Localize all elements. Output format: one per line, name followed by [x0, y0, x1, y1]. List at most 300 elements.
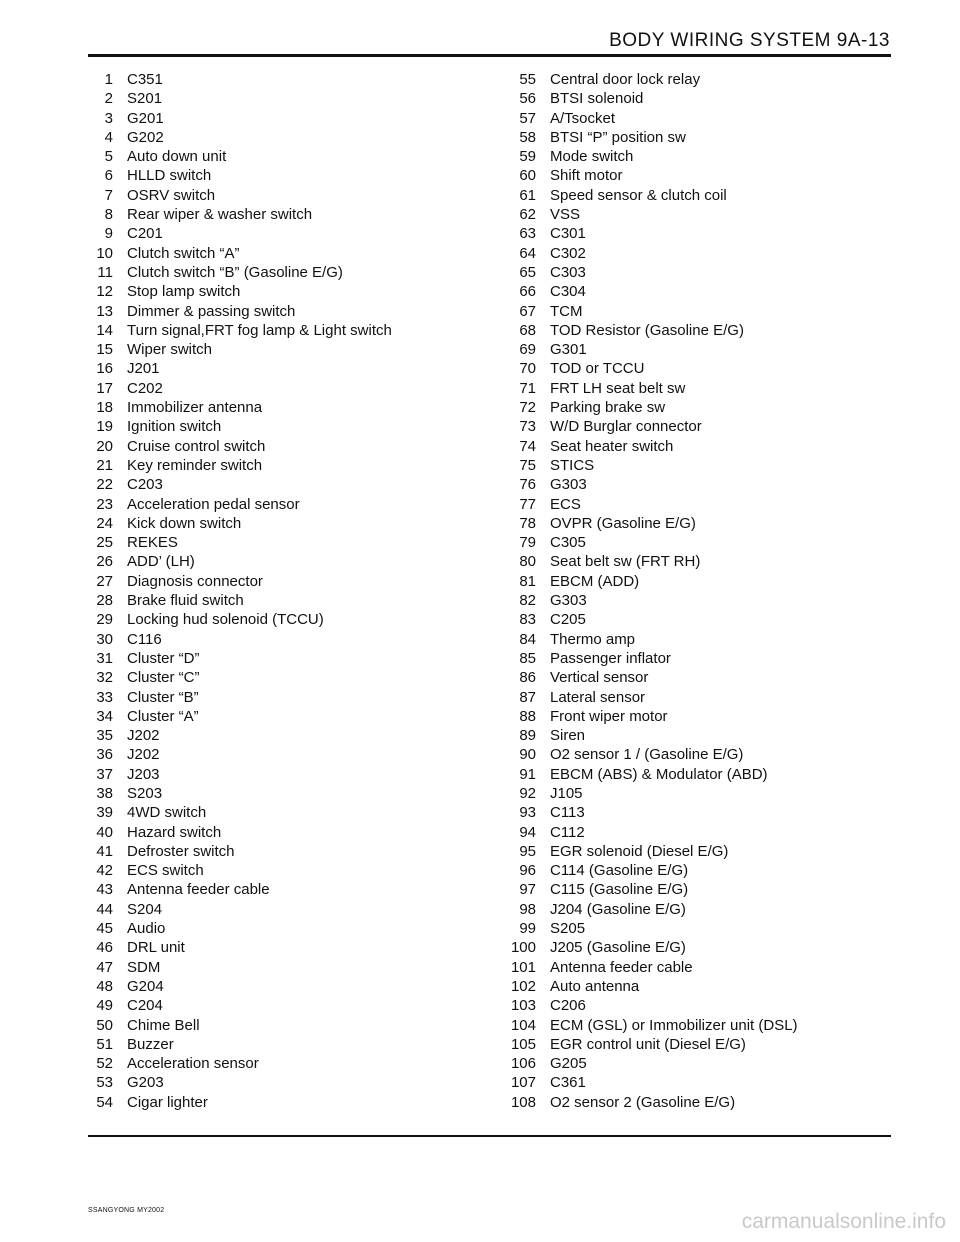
list-item: [493, 630, 798, 649]
item-label: Passenger inflator: [550, 649, 671, 667]
list-item: [493, 282, 798, 301]
list-item: [70, 765, 392, 784]
item-number: 108: [510, 1093, 536, 1111]
item-number: 82: [519, 592, 536, 610]
item-number: 95: [519, 842, 536, 860]
list-item: [493, 89, 798, 108]
item-label: Antenna feeder cable: [127, 881, 270, 899]
list-item: [493, 610, 798, 629]
list-item: [70, 803, 392, 822]
list-item: [70, 688, 392, 707]
item-label: TCM: [550, 302, 583, 320]
item-label: DRL unit: [127, 939, 185, 957]
item-number: 13: [96, 302, 113, 320]
list-item: [70, 1073, 392, 1092]
item-label: J202: [127, 746, 160, 764]
list-item: [493, 784, 798, 803]
item-number: 33: [96, 688, 113, 706]
watermark: carmanualsonline.info: [741, 1210, 946, 1233]
item-label: J202: [127, 727, 160, 745]
item-number: 107: [510, 1074, 536, 1092]
list-item: [493, 938, 798, 957]
list-item: [493, 456, 798, 475]
item-label: Ignition switch: [127, 418, 222, 436]
list-item: [70, 842, 392, 861]
list-item: [493, 359, 798, 378]
item-number: 67: [519, 302, 536, 320]
list-item: [493, 128, 798, 147]
list-item: [70, 514, 392, 533]
item-number: 93: [519, 804, 536, 822]
list-item: [70, 919, 392, 938]
list-item: [70, 224, 392, 243]
list-item: [493, 1054, 798, 1073]
item-label: Cluster “B”: [127, 688, 199, 706]
item-label: Central door lock relay: [550, 71, 701, 88]
list-item: [493, 958, 798, 977]
item-number: 5: [104, 148, 113, 166]
list-item: [493, 861, 798, 880]
item-label: C304: [550, 283, 586, 301]
list-item: [493, 880, 798, 899]
item-number: 16: [96, 360, 113, 378]
item-number: 1: [104, 71, 113, 88]
list-item: [70, 417, 392, 436]
item-number: 53: [96, 1074, 113, 1092]
item-number: 77: [519, 495, 536, 513]
item-number: 87: [519, 688, 536, 706]
item-number: 17: [96, 379, 113, 397]
list-item: [493, 572, 798, 591]
list-item: [70, 861, 392, 880]
item-label: ECM (GSL) or Immobilizer unit (DSL): [550, 1016, 798, 1034]
list-item: [70, 321, 392, 340]
item-label: Clutch switch “B” (Gasoline E/G): [127, 263, 343, 281]
item-label: C303: [550, 263, 586, 281]
item-number: 62: [519, 206, 536, 224]
item-number: 20: [96, 437, 113, 455]
list-item: [493, 745, 798, 764]
item-label: G204: [127, 977, 164, 995]
list-item: [493, 823, 798, 842]
item-number: 66: [519, 283, 536, 301]
item-label: Antenna feeder cable: [550, 958, 693, 976]
list-item: [493, 996, 798, 1015]
item-number: 84: [519, 630, 536, 648]
item-label: C202: [127, 379, 163, 397]
item-label: C302: [550, 244, 586, 262]
item-label: A/Tsocket: [550, 109, 616, 127]
list-item: [70, 900, 392, 919]
item-label: G201: [127, 109, 164, 127]
list-item: [493, 1073, 798, 1092]
component-list-right: [493, 70, 798, 1112]
item-label: Parking brake sw: [550, 399, 666, 417]
item-number: 10: [96, 244, 113, 262]
list-item: [70, 147, 392, 166]
item-label: Seat heater switch: [550, 437, 674, 455]
list-item: [493, 70, 798, 89]
item-label: Dimmer & passing switch: [127, 302, 296, 320]
item-label: G203: [127, 1074, 164, 1092]
item-number: 103: [510, 997, 536, 1015]
item-number: 80: [519, 553, 536, 571]
item-label: TOD Resistor (Gasoline E/G): [550, 321, 744, 339]
item-number: 6: [104, 167, 113, 185]
list-item: [70, 89, 392, 108]
list-item: [70, 109, 392, 128]
item-label: Auto down unit: [127, 148, 227, 166]
list-item: [70, 726, 392, 745]
item-label: S205: [550, 920, 586, 938]
item-number: 68: [519, 321, 536, 339]
item-label: J201: [127, 360, 160, 378]
item-label: Lateral sensor: [550, 688, 646, 706]
list-item: [70, 359, 392, 378]
list-item: [70, 205, 392, 224]
item-label: C113: [550, 804, 585, 822]
item-number: 44: [96, 900, 113, 918]
item-number: 69: [519, 341, 536, 359]
item-label: EBCM (ABS) & Modulator (ABD): [550, 765, 768, 783]
list-item: [70, 552, 392, 571]
list-item: [493, 495, 798, 514]
list-item: [493, 726, 798, 745]
list-item: [493, 1016, 798, 1035]
item-number: 92: [519, 784, 536, 802]
item-number: 48: [96, 977, 113, 995]
list-item: [493, 842, 798, 861]
list-item: [70, 784, 392, 803]
item-label: Clutch switch “A”: [127, 244, 240, 262]
item-label: Acceleration sensor: [127, 1055, 259, 1073]
item-label: C201: [127, 225, 163, 243]
item-label: FRT LH seat belt sw: [550, 379, 686, 397]
list-item: [70, 996, 392, 1015]
item-number: 19: [96, 418, 113, 436]
list-item: [493, 475, 798, 494]
list-item: [70, 649, 392, 668]
item-label: REKES: [127, 534, 178, 552]
item-label: C203: [127, 476, 163, 494]
item-number: 42: [96, 862, 113, 880]
list-item: [493, 591, 798, 610]
item-number: 52: [96, 1055, 113, 1073]
list-item: [493, 552, 798, 571]
item-label: Front wiper motor: [550, 707, 668, 725]
list-item: [70, 437, 392, 456]
list-item: [70, 572, 392, 591]
item-label: W/D Burglar connector: [550, 418, 702, 436]
list-item: [493, 514, 798, 533]
item-label: ADD’ (LH): [127, 553, 195, 571]
item-label: G303: [550, 592, 587, 610]
item-label: Buzzer: [127, 1035, 174, 1053]
item-number: 71: [519, 379, 536, 397]
item-label: Speed sensor & clutch coil: [550, 186, 727, 204]
list-item: [70, 1093, 392, 1112]
item-number: 41: [96, 842, 113, 860]
item-number: 56: [519, 90, 536, 108]
item-number: 28: [96, 592, 113, 610]
item-number: 7: [104, 186, 113, 204]
item-label: SDM: [127, 958, 161, 976]
item-number: 75: [519, 456, 536, 474]
list-item: [70, 302, 392, 321]
list-item: [70, 340, 392, 359]
list-item: [70, 958, 392, 977]
list-item: [493, 244, 798, 263]
item-number: 54: [96, 1093, 113, 1111]
item-label: C305: [550, 534, 586, 552]
item-label: Immobilizer antenna: [127, 399, 263, 417]
list-item: [70, 1054, 392, 1073]
item-number: 102: [510, 977, 536, 995]
item-number: 57: [519, 109, 536, 127]
item-number: 36: [96, 746, 113, 764]
list-item: [493, 340, 798, 359]
item-number: 35: [96, 727, 113, 745]
item-number: 21: [96, 456, 113, 474]
list-item: [493, 224, 798, 243]
item-label: Hazard switch: [127, 823, 222, 841]
item-number: 49: [96, 997, 113, 1015]
item-number: 98: [519, 900, 536, 918]
item-number: 22: [96, 476, 113, 494]
item-number: 60: [519, 167, 536, 185]
list-item: [70, 398, 392, 417]
item-label: Cruise control switch: [127, 437, 266, 455]
item-label: Stop lamp switch: [127, 283, 241, 301]
item-number: 30: [96, 630, 113, 648]
item-label: Key reminder switch: [127, 456, 263, 474]
footer-divider: [88, 1135, 891, 1137]
list-item: [70, 938, 392, 957]
item-label: J105: [550, 784, 583, 802]
item-number: 101: [510, 958, 536, 976]
item-number: 76: [519, 476, 536, 494]
list-item: [70, 475, 392, 494]
item-label: Defroster switch: [127, 842, 235, 860]
item-label: C361: [550, 1074, 586, 1092]
item-label: J205 (Gasoline E/G): [550, 939, 686, 957]
item-number: 26: [96, 553, 113, 571]
item-number: 58: [519, 128, 536, 146]
item-number: 78: [519, 514, 536, 532]
list-item: [493, 321, 798, 340]
list-item: [70, 610, 392, 629]
item-label: HLLD switch: [127, 167, 212, 185]
list-item: [493, 379, 798, 398]
list-item: [493, 900, 798, 919]
list-item: [70, 533, 392, 552]
list-item: [70, 495, 392, 514]
item-label: EGR solenoid (Diesel E/G): [550, 842, 729, 860]
list-item: [70, 456, 392, 475]
item-label: C204: [127, 997, 163, 1015]
item-label: G303: [550, 476, 587, 494]
item-number: 100: [510, 939, 536, 957]
item-number: 2: [104, 90, 113, 108]
list-item: [70, 186, 392, 205]
item-number: 105: [510, 1035, 536, 1053]
list-item: [70, 745, 392, 764]
item-label: S201: [127, 90, 163, 108]
item-label: Siren: [550, 727, 586, 745]
item-number: 94: [519, 823, 536, 841]
item-label: VSS: [550, 206, 581, 224]
list-item: [493, 668, 798, 687]
item-number: 8: [104, 206, 113, 224]
item-number: 47: [96, 958, 113, 976]
item-label: C115 (Gasoline E/G): [550, 881, 689, 899]
list-item: [70, 166, 392, 185]
item-number: 99: [519, 920, 536, 938]
list-item: [70, 880, 392, 899]
item-label: O2 sensor 2 (Gasoline E/G): [550, 1093, 736, 1111]
list-item: [70, 70, 392, 89]
item-label: Cigar lighter: [127, 1093, 208, 1111]
item-label: Cluster “A”: [127, 707, 199, 725]
list-item: [70, 707, 392, 726]
item-number: 46: [96, 939, 113, 957]
list-item: [493, 1093, 798, 1112]
list-item: [493, 417, 798, 436]
list-item: [493, 302, 798, 321]
item-number: 59: [519, 148, 536, 166]
item-number: 43: [96, 881, 113, 899]
item-label: TOD or TCCU: [550, 360, 645, 378]
item-label: EBCM (ADD): [550, 572, 640, 590]
list-item: [70, 668, 392, 687]
item-number: 86: [519, 669, 536, 687]
item-label: G202: [127, 128, 164, 146]
list-item: [493, 688, 798, 707]
item-label: BTSI “P” position sw: [550, 128, 686, 146]
list-item: [493, 147, 798, 166]
list-item: [70, 591, 392, 610]
item-label: O2 sensor 1 / (Gasoline E/G): [550, 746, 744, 764]
item-label: J203: [127, 765, 160, 783]
item-label: Wiper switch: [127, 341, 213, 359]
item-number: 9: [104, 225, 113, 243]
list-item: [493, 533, 798, 552]
item-label: Turn signal,FRT fog lamp & Light switch: [127, 321, 392, 339]
item-number: 29: [96, 611, 113, 629]
item-number: 25: [96, 534, 113, 552]
list-item: [70, 282, 392, 301]
item-label: Cluster “D”: [127, 649, 200, 667]
item-label: OVPR (Gasoline E/G): [550, 514, 696, 532]
item-number: 63: [519, 225, 536, 243]
list-item: [493, 186, 798, 205]
item-number: 31: [96, 649, 113, 667]
item-label: BTSI solenoid: [550, 90, 644, 108]
item-label: Thermo amp: [550, 630, 636, 648]
item-label: C206: [550, 997, 586, 1015]
item-label: G205: [550, 1055, 587, 1073]
list-item: [493, 398, 798, 417]
item-label: ECS: [550, 495, 581, 513]
item-label: C351: [127, 71, 163, 88]
item-label: STICS: [550, 456, 595, 474]
item-number: 45: [96, 920, 113, 938]
item-number: 97: [519, 881, 536, 899]
item-number: 24: [96, 514, 113, 532]
item-number: 90: [519, 746, 536, 764]
list-item: [70, 823, 392, 842]
item-number: 3: [104, 109, 113, 127]
item-label: 4WD switch: [127, 804, 207, 822]
item-label: C116: [127, 630, 162, 648]
list-item: [70, 128, 392, 147]
item-label: Kick down switch: [127, 514, 242, 532]
item-number: 65: [519, 263, 536, 281]
item-number: 88: [519, 707, 536, 725]
item-label: ECS switch: [127, 862, 204, 880]
item-number: 27: [96, 572, 113, 590]
item-label: S203: [127, 784, 163, 802]
list-item: [493, 977, 798, 996]
item-label: Locking hud solenoid (TCCU): [127, 611, 324, 629]
list-item: [70, 1035, 392, 1054]
list-item: [70, 977, 392, 996]
item-label: Rear wiper & washer switch: [127, 206, 313, 224]
item-number: 39: [96, 804, 113, 822]
item-number: 50: [96, 1016, 113, 1034]
item-number: 72: [519, 399, 536, 417]
item-label: J204 (Gasoline E/G): [550, 900, 686, 918]
item-number: 73: [519, 418, 536, 436]
item-number: 51: [96, 1035, 113, 1053]
item-number: 14: [96, 321, 113, 339]
item-number: 85: [519, 649, 536, 667]
item-number: 11: [97, 263, 113, 281]
item-label: C205: [550, 611, 586, 629]
list-item: [493, 263, 798, 282]
item-number: 55: [519, 71, 536, 88]
item-number: 4: [104, 128, 113, 146]
item-label: C114 (Gasoline E/G): [550, 862, 689, 880]
list-item: [70, 630, 392, 649]
list-item: [493, 707, 798, 726]
item-label: Diagnosis connector: [127, 572, 263, 590]
item-label: G301: [550, 341, 587, 359]
item-number: 61: [519, 186, 536, 204]
item-label: Auto antenna: [550, 977, 640, 995]
item-label: Brake fluid switch: [127, 592, 244, 610]
list-item: [493, 437, 798, 456]
list-item: [493, 649, 798, 668]
item-number: 74: [519, 437, 536, 455]
item-number: 83: [519, 611, 536, 629]
item-number: 38: [96, 784, 113, 802]
component-list-left: [70, 70, 392, 1112]
item-number: 70: [519, 360, 536, 378]
item-label: OSRV switch: [127, 186, 216, 204]
list-item: [70, 379, 392, 398]
item-number: 89: [519, 727, 536, 745]
item-number: 18: [96, 399, 113, 417]
item-label: Audio: [127, 920, 166, 938]
item-number: 96: [519, 862, 536, 880]
item-number: 37: [96, 765, 113, 783]
item-number: 81: [519, 572, 536, 590]
footer-text: SSANGYONG MY2002: [88, 1207, 165, 1214]
item-label: EGR control unit (Diesel E/G): [550, 1035, 746, 1053]
item-label: S204: [127, 900, 163, 918]
item-label: C301: [550, 225, 586, 243]
